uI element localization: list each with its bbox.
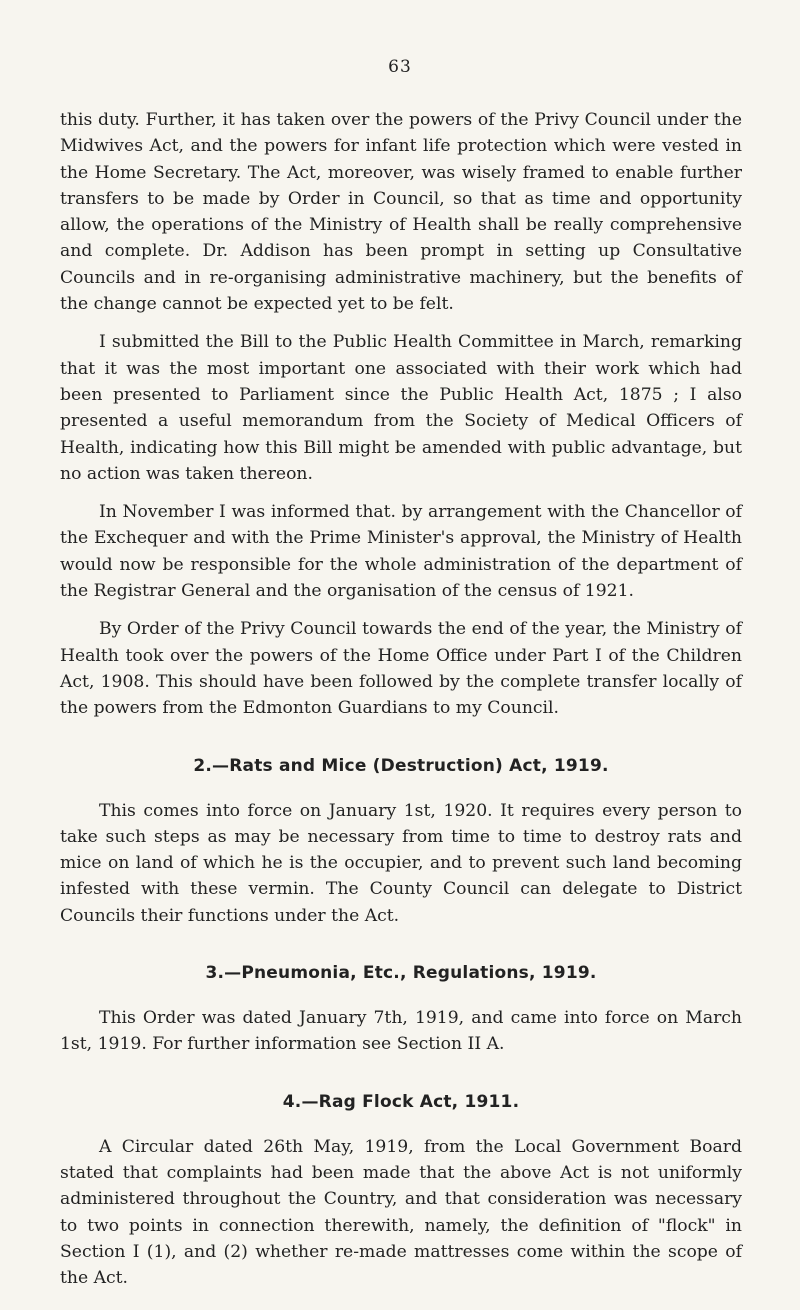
paragraph-1: this duty. Further, it has taken over the powers of the Privy Council under the Midwives Act, and the powers for infant life protection which were vested in the Home Secretary. The Act, moreover, was wisely framed to enable further transfers to be made by Order in Council, so that as time and opportunity allow, the operations of the Ministry of Health shall be really comprehensive and complete. Dr. Addison has been prompt in setting up Consultative Councils and in re-organising administrative machinery, but the benefits of the change cannot be expected yet to be felt. [60,110,742,315]
section-heading-rag-flock: 4.—Rag Flock Act, 1911. [282,1091,520,1112]
section-text-rag-flock: A Circular dated 26th May, 1919, from the Local Government Board stated that complaints had been made that the above Act is not uniformly administered throughout the Country, and that consideration was necessary to two points in connection therewith, namely, the definition of "flock" in Section I (1), and (2) whether re-made mattresses come within the scope of the Act. [60,1136,742,1289]
paragraph-2: I submitted the Bill to the Public Health Committee in March, remarking that it was the most important one associated with their work which had been presented to Parliament since the Public Health Act, 1875 ; I also presented a useful memorandum from the Society of Medical Officers of Health, indicating how this Bill might be amended with public advantage, but no action was taken thereon. [60,332,742,484]
section-heading-pneumonia: 3.—Pneumonia, Etc., Regulations, 1919. [205,963,597,984]
section-text-pneumonia: This Order was dated January 7th, 1919, and came into force on March 1st, 1919. For further information see Section II A. [60,1008,742,1055]
body-text [60,107,742,1291]
section-text-rats-and-mice: This comes into force on January 1st, 1920. It requires every person to take such steps as may be necessary from time to time to destroy rats and mice on land of which he is the occupier, and to prevent such land becoming infested with these vermin. The County Council can delegate to District Councils their functions under the Act. [60,800,742,926]
paragraph-4: By Order of the Privy Council towards the end of the year, the Ministry of Health took over the powers of the Home Office under Part I of the Children Act, 1908. This should have been followed by the complete transfer locally of the powers from the Edmonton Guardians to my Council. [60,619,742,719]
page-number: 63 [388,57,412,77]
section-heading-rats-and-mice: 2.—Rats and Mice (Destruction) Act, 1919. [193,755,609,776]
paragraph-3: In November I was informed that. by arrangement with the Chancellor of the Exchequer and with the Prime Minister's approval, the Ministry of Health would now be responsible for the whole administration of the department of the Registrar General and the organisation of the census of 1921. [60,502,742,602]
